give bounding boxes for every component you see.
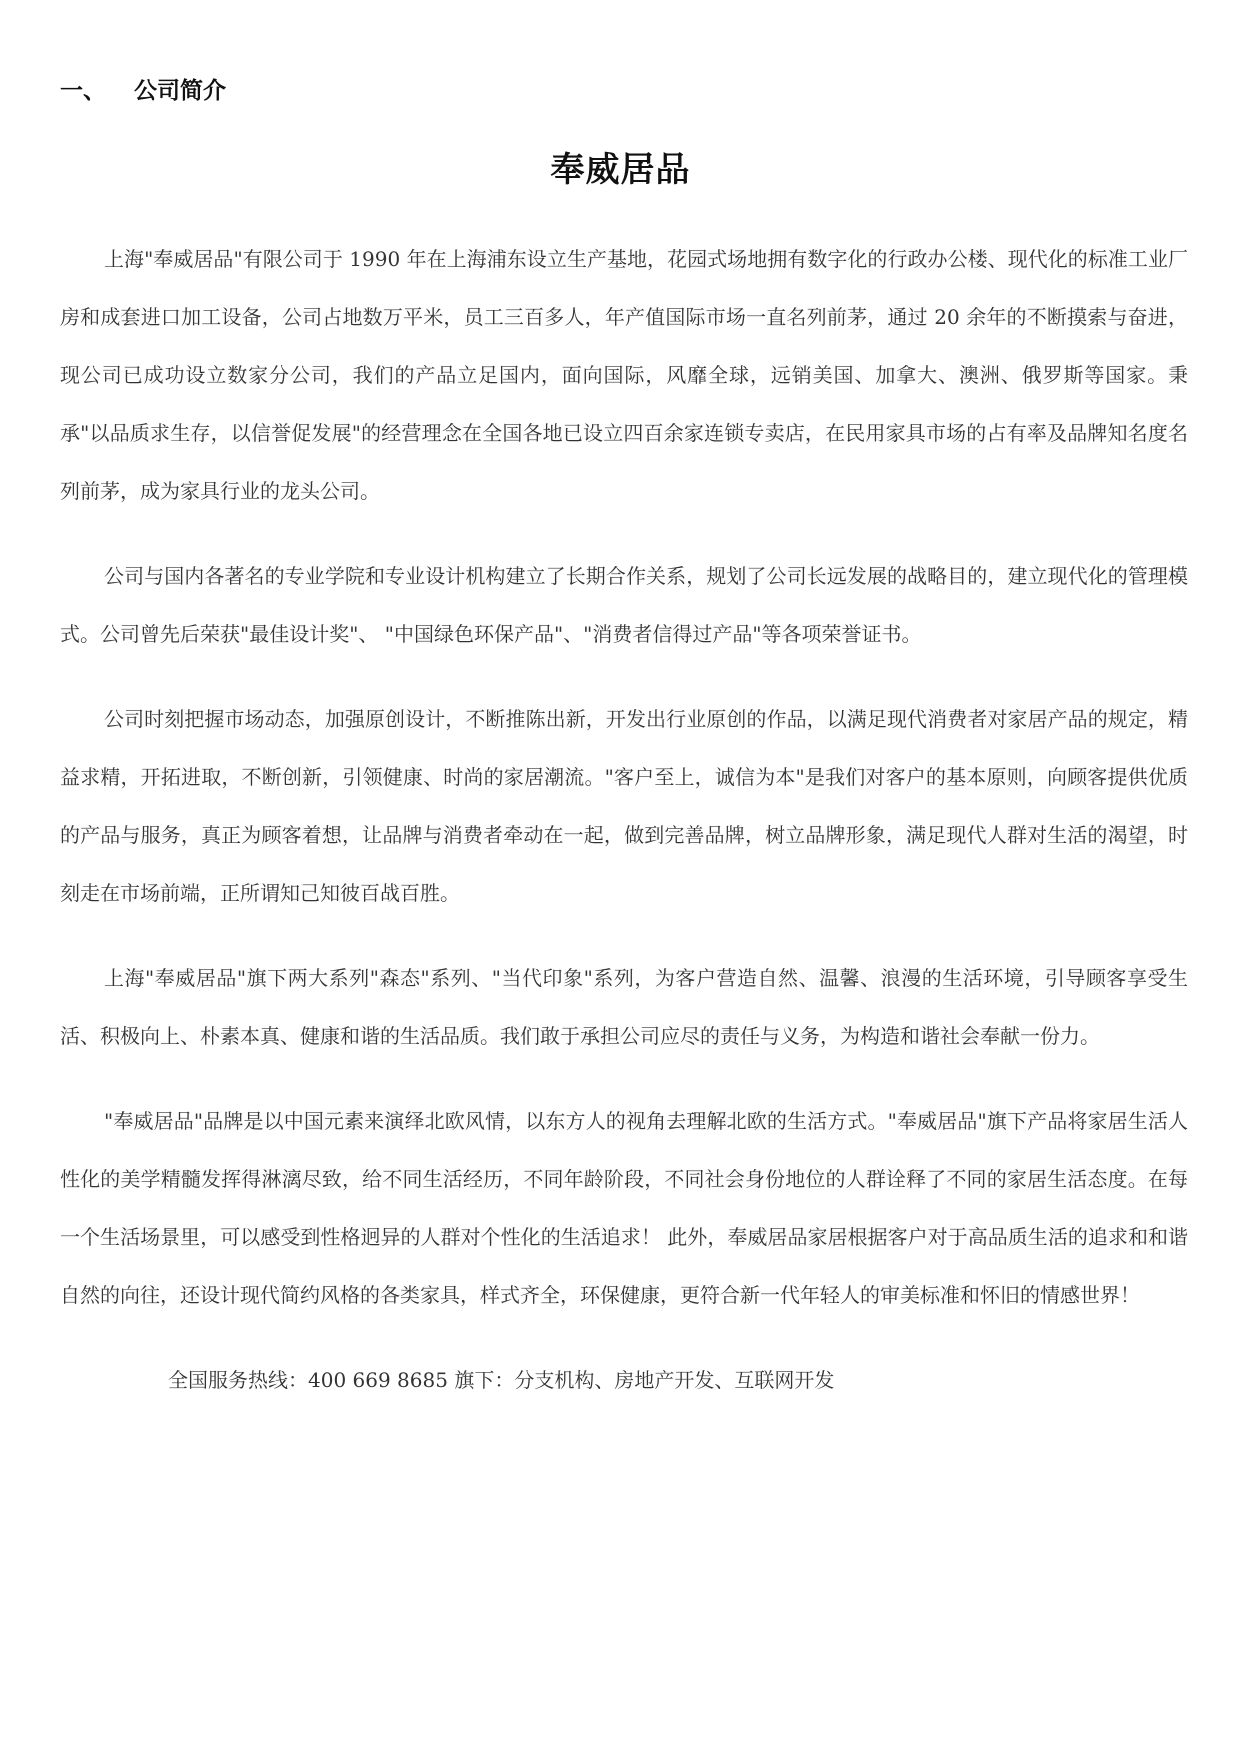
paragraph-product-series: 上海"奉威居品"旗下两大系列"森态"系列、"当代印象"系列，为客户营造自然、温馨、浪漫的生活环境，引导顾客享受生活、积极向上、朴素本真、健康和谐的生活品质。我们敢于承担公司应尽的责任与义务，为构造和谐社会奉献一份力。 (60, 966, 1188, 1048)
section-label: 公司简介 (134, 78, 226, 104)
document-body (60, 230, 1188, 1409)
paragraph-cooperation-awards: 公司与国内各著名的专业学院和专业设计机构建立了长期合作关系，规划了公司长远发展的战略目的，建立现代化的管理模式。公司曾先后荣获"最佳设计奖"、 "中国绿色环保产品"、"消费者信得过产品"等各项荣誉证书。 (60, 564, 1188, 646)
section-number: 一、 (60, 78, 106, 104)
paragraph-design-principles: 公司时刻把握市场动态，加强原创设计，不断推陈出新，开发出行业原创的作品，以满足现代消费者对家居产品的规定，精益求精，开拓进取，不断创新，引领健康、时尚的家居潮流。"客户至上，诚信为本"是我们对客户的基本原则，向顾客提供优质的产品与服务，真正为顾客着想，让品牌与消费者牵动在一起，做到完善品牌，树立品牌形象，满足现代人群对生活的渴望，时刻走在市场前端，正所谓知己知彼百战百胜。 (60, 707, 1188, 905)
service-hotline: 全国服务热线：400 669 8685 旗下：分支机构、房地产开发、互联网开发 (168, 1368, 835, 1392)
paragraph-brand-philosophy: "奉威居品"品牌是以中国元素来演绎北欧风情，以东方人的视角去理解北欧的生活方式。"奉威居品"旗下产品将家居生活人性化的美学精髓发挥得淋漓尽致，给不同生活经历，不同年龄阶段，不同社会身份地位的人群诠释了不同的家居生活态度。在每一个生活场景里，可以感受到性格迥异的人群对个性化的生活追求！ 此外，奉威居品家居根据客户对于高品质生活的追求和和谐自然的向往，还设计现代简约风格的各类家具，样式齐全，环保健康，更符合新一代年轻人的审美标准和怀旧的情感世界！ (60, 1109, 1188, 1307)
document-title: 奉威居品 (550, 150, 691, 190)
paragraph-company-overview: 上海"奉威居品"有限公司于 1990 年在上海浦东设立生产基地，花园式场地拥有数字化的行政办公楼、现代化的标准工业厂房和成套进口加工设备，公司占地数万平米，员工三百多人，年产值国际市场一直名列前茅，通过 20 余年的不断摸索与奋进，现公司已成功设立数家分公司，我们的产品立足国内，面向国际，风靡全球，远销美国、加拿大、澳洲、俄罗斯等国家。秉承"以品质求生存，以信誉促发展"的经营理念在全国各地已设立四百余家连锁专卖店，在民用家具市场的占有率及品牌知名度名列前茅，成为家具行业的龙头公司。 (60, 247, 1188, 503)
section-heading (60, 72, 226, 105)
